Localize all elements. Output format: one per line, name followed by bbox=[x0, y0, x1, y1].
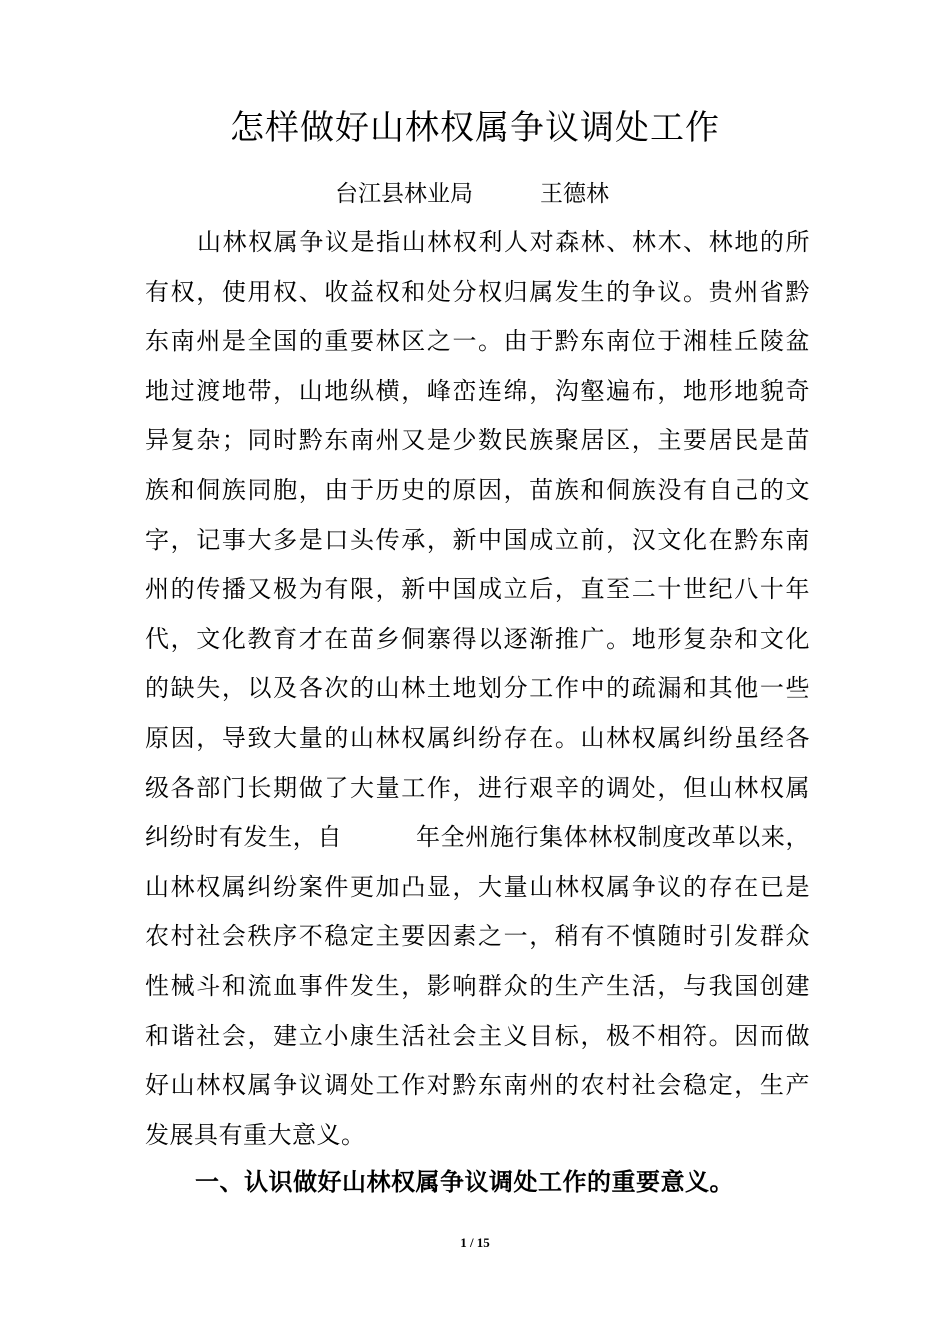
paragraph-line: 农村社会秩序不稳定主要因素之一，稍有不慎随时引发群众 bbox=[145, 922, 810, 951]
paragraph-line: 级各部门长期做了大量工作，进行艰辛的调处，但山林权属 bbox=[145, 773, 810, 802]
paragraph-line: 的缺失，以及各次的山林土地划分工作中的疏漏和其他一些 bbox=[145, 674, 810, 703]
paragraph-line: 性械斗和流血事件发生，影响群众的生产生活，与我国创建 bbox=[145, 971, 810, 1000]
paragraph-line: 代，文化教育才在苗乡侗寨得以逐渐推广。地形复杂和文化 bbox=[145, 624, 810, 653]
paragraph-line: 有权，使用权、收益权和处分权归属发生的争议。贵州省黔 bbox=[145, 277, 810, 306]
page-number: 1 / 15 bbox=[460, 1235, 490, 1250]
paragraph-line: 州的传播又极为有限，新中国成立后，直至二十世纪八十年 bbox=[145, 575, 810, 604]
paragraph-line: 地过渡地带，山地纵横，峰峦连绵，沟壑遍布，地形地貌奇 bbox=[145, 376, 810, 405]
section-heading: 一、认识做好山林权属争议调处工作的重要意义。 bbox=[195, 1168, 734, 1196]
body-paragraph bbox=[145, 218, 810, 1160]
paragraph-line: 纠纷时有发生，自 年全州施行集体林权制度改革以来， bbox=[145, 823, 810, 852]
paragraph-line: 和谐社会，建立小康生活社会主义目标，极不相符。因而做 bbox=[145, 1021, 810, 1050]
paragraph-line: 东南州是全国的重要林区之一。由于黔东南位于湘桂丘陵盆 bbox=[145, 327, 810, 356]
paragraph-line: 族和侗族同胞，由于历史的原因，苗族和侗族没有自己的文 bbox=[145, 475, 810, 504]
paragraph-line: 字，记事大多是口头传承，新中国成立前，汉文化在黔东南 bbox=[145, 525, 810, 554]
paragraph-line: 异复杂；同时黔东南州又是少数民族聚居区，主要居民是苗 bbox=[145, 426, 810, 455]
author-organization: 台江县林业局 bbox=[335, 181, 473, 207]
paragraph-line: 山林权属纠纷案件更加凸显，大量山林权属争议的存在已是 bbox=[145, 872, 810, 901]
paragraph-line: 发展具有重大意义。 bbox=[145, 1120, 366, 1149]
paragraph-line: 好山林权属争议调处工作对黔东南州的农村社会稳定，生产 bbox=[145, 1071, 810, 1100]
document-title: 怎样做好山林权属争议调处工作 bbox=[230, 108, 720, 148]
paragraph-line: 原因，导致大量的山林权属纠纷存在。山林权属纠纷虽经各 bbox=[145, 723, 810, 752]
author-name: 王德林 bbox=[540, 181, 609, 207]
paragraph-line: 山林权属争议是指山林权利人对森林、林木、林地的所 bbox=[197, 228, 810, 256]
